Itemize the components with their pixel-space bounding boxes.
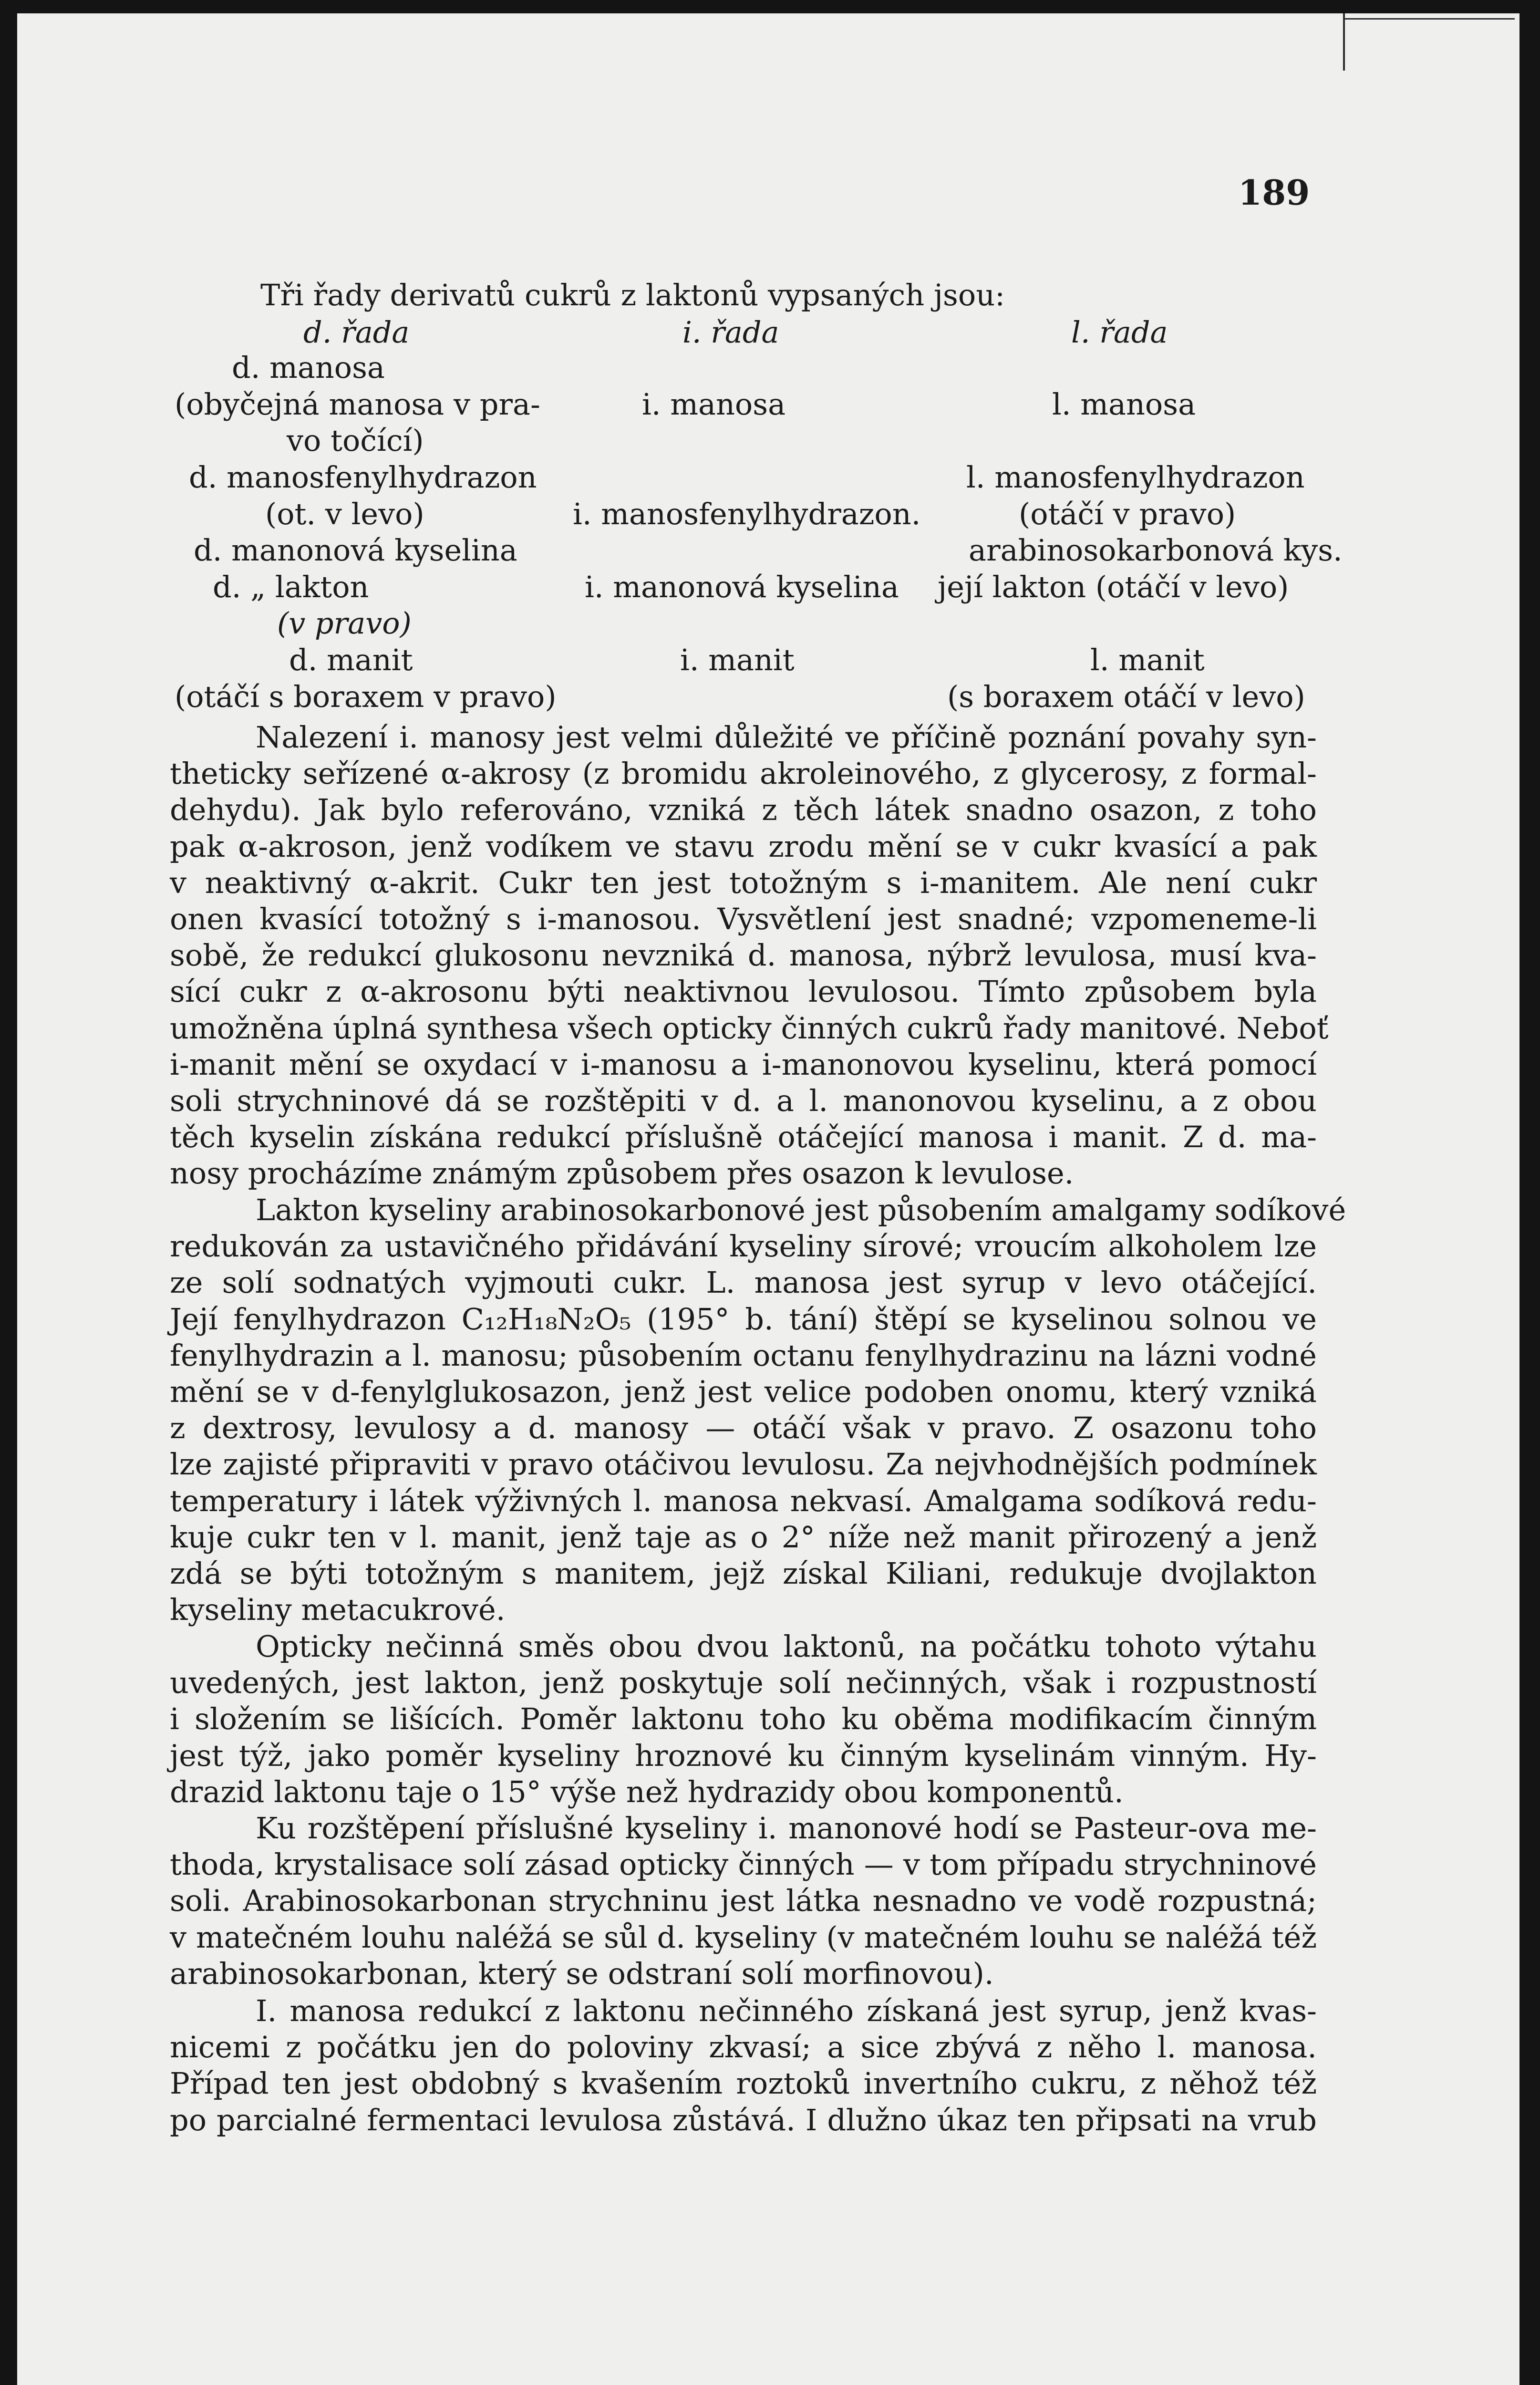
d-col-item: (v pravo) [277, 606, 412, 641]
text-line: thoda, krystalisace solí zásad opticky činných — v tom případu strychninové [170, 1847, 1317, 1882]
intro-line: Tři řady derivatů cukrů z laktonů vypsaných jsou: [260, 278, 1005, 312]
paragraph [170, 1993, 1317, 2138]
text-line: lze zajisté připraviti v pravo otáčivou levulosu. Za nejvhodnějších podmínek [170, 1447, 1317, 1482]
d-col-item: (obyčejná manosa v pra- [175, 387, 540, 422]
text-line: onen kvasící totožný s i-manosou. Vysvětlení jest snadné; vzpomeneme-li [170, 902, 1317, 937]
d-col-item: d. manit [289, 643, 413, 677]
text-line: v matečném louhu naléžá se sůl d. kyseliny (v matečném louhu se naléžá též [170, 1919, 1317, 1955]
text-line: I. manosa redukcí z laktonu nečinného získaná jest syrup, jenž kvas- [256, 1993, 1317, 2028]
d-col-item: (otáčí s boraxem v pravo) [175, 679, 557, 714]
text-line: fenylhydrazin a l. manosu; působením octanu fenylhydrazinu na lázni vodné [170, 1338, 1317, 1373]
l-col-item: (s boraxem otáčí v levo) [947, 679, 1305, 714]
paragraph [170, 1810, 1317, 1992]
text-line: Případ ten jest obdobný s kvašením roztoků invertního cukru, z něhož též [170, 2066, 1317, 2101]
text-line: zdá se býti totožným s manitem, jejž získal Kiliani, redukuje dvojlakton [170, 1556, 1317, 1591]
book-page [17, 13, 1519, 2385]
text-line: Ku rozštěpení příslušné kyseliny i. manonové hodí se Pasteur-ova me- [256, 1811, 1317, 1846]
text-line: sící cukr z α-akrosonu býti neaktivnou levulosou. Tímto způsobem byla [170, 974, 1317, 1009]
text-line: v neaktivný α-akrit. Cukr ten jest totožným s i-manitem. Ale není cukr [170, 865, 1317, 900]
header-d-series: d. řada [303, 315, 410, 350]
text-line: nosy procházíme známým způsobem přes osazon k levulose. [170, 1156, 1074, 1191]
paragraph [170, 1192, 1346, 1628]
paragraph [170, 1628, 1317, 1810]
text-line: i složením se lišících. Poměr laktonu toho ku oběma modifikacím činným [170, 1701, 1317, 1737]
text-line: Opticky nečinná směs obou dvou laktonů, na počátku tohoto výtahu [256, 1629, 1317, 1664]
text-line: uvedených, jest lakton, jenž poskytuje solí nečinných, však i rozpustností [170, 1665, 1317, 1701]
text-line: po parcialné fermentaci levulosa zůstává. I dlužno úkaz ten připsati na vrub [170, 2102, 1317, 2137]
l-col-item: arabinosokarbonová kys. [969, 533, 1343, 568]
i-col-item: i. manosa [642, 387, 786, 422]
d-col-item: d. „ lakton [213, 570, 369, 604]
text-line: theticky seřízené α-akrosy (z bromidu akroleinového, z glycerosy, z formal- [170, 756, 1317, 791]
text-line: redukován za ustavičného přidávání kyseliny sírové; vroucím alkoholem lze [170, 1229, 1317, 1264]
l-col-item: (otáčí v pravo) [1019, 497, 1236, 531]
text-line: umožněna úplná synthesa všech opticky činných cukrů řady manitové. Neboť [170, 1010, 1329, 1046]
text-line: pak α-akroson, jenž vodíkem ve stavu zrodu mění se v cukr kvasící a pak [170, 829, 1317, 864]
l-col-item: l. manit [1090, 643, 1205, 677]
scan-edge-line [1343, 13, 1345, 71]
text-line: soli strychninové dá se rozštěpiti v d. a l. manonovou kyselinu, a z obou [170, 1083, 1317, 1119]
text-line: kyseliny metacukrové. [170, 1592, 506, 1628]
text-line: drazid laktonu taje o 15° výše než hydrazidy obou komponentů. [170, 1774, 1124, 1809]
page-number: 189 [1238, 172, 1310, 213]
text-line: Její fenylhydrazon C₁₂H₁₈N₂O₅ (195° b. tání) štěpí se kyselinou solnou ve [170, 1301, 1317, 1337]
text-line: mění se v d-fenylglukosazon, jenž jest velice podoben onomu, který vzniká [170, 1374, 1317, 1410]
i-col-item: i. manonová kyselina [585, 570, 899, 604]
d-col-item: d. manonová kyselina [194, 533, 517, 568]
l-col-item: její lakton (otáčí v levo) [938, 570, 1289, 604]
text-line: Nalezení i. manosy jest velmi důležité ve příčině poznání povahy syn- [256, 720, 1317, 755]
text-line: jest týž, jako poměr kyseliny hroznové ku činným kyselinám vinným. Hy- [170, 1738, 1317, 1773]
text-line: nicemi z počátku jen do poloviny zkvasí; a sice zbývá z něho l. manosa. [170, 2030, 1317, 2065]
header-l-series: l. řada [1071, 315, 1168, 350]
text-line: Lakton kyseliny arabinosokarbonové jest působením amalgamy sodíkové [256, 1192, 1346, 1227]
text-line: i-manit mění se oxydací v i-manosu a i-manonovou kyselinu, která pomocí [170, 1047, 1317, 1082]
l-col-item: l. manosa [1052, 387, 1196, 422]
header-i-series: i. řada [682, 315, 779, 350]
text-line: z dextrosy, levulosy a d. manosy — otáčí však v pravo. Z osazonu toho [170, 1410, 1317, 1446]
text-line: sobě, že redukcí glukosonu nevzniká d. manosa, nýbrž levulosa, musí kva- [170, 938, 1317, 973]
d-col-item: d. manosa [232, 350, 385, 385]
text-line: těch kyselin získána redukcí příslušně otáčející manosa i manit. Z d. ma- [170, 1120, 1317, 1155]
text-line: arabinosokarbonan, který se odstraní solí morfinovou). [170, 1956, 994, 1991]
i-col-item: i. manit [680, 643, 795, 677]
text-line: soli. Arabinosokarbonan strychninu jest látka nesnadno ve vodě rozpustná; [170, 1883, 1317, 1918]
text-line: kuje cukr ten v l. manit, jenž taje as o 2° níže než manit přirozený a jenž [170, 1519, 1317, 1555]
l-col-item: l. manosfenylhydrazon [966, 460, 1305, 495]
scan-edge-line [1343, 18, 1515, 20]
d-col-item: (ot. v levo) [265, 497, 424, 531]
text-line: temperatury i látek výživných l. manosa nekvasí. Amalgama sodíková redu- [170, 1483, 1317, 1518]
paragraph [170, 719, 1329, 1192]
d-col-item: vo točící) [287, 423, 424, 458]
i-col-item: i. manosfenylhydrazon. [573, 497, 921, 531]
d-col-item: d. manosfenylhydrazon [189, 460, 537, 495]
text-line: dehydu). Jak bylo referováno, vzniká z těch látek snadno osazon, z toho [170, 792, 1317, 828]
text-line: ze solí sodnatých vyjmouti cukr. L. manosa jest syrup v levo otáčející. [170, 1265, 1317, 1300]
